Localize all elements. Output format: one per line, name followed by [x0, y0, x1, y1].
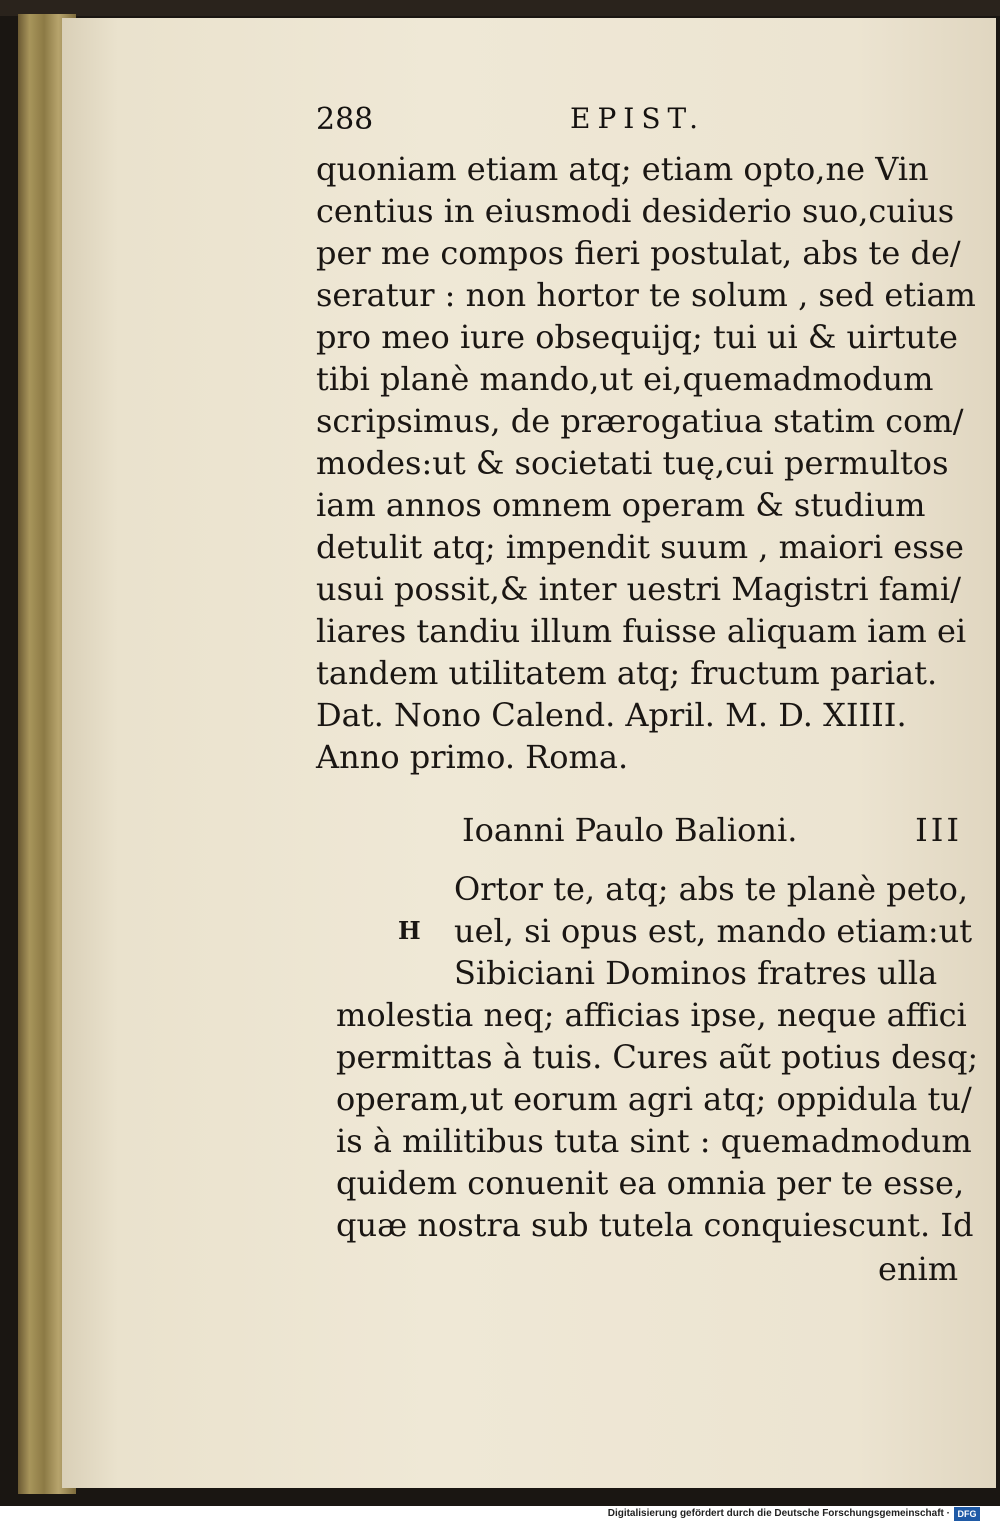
text-line: Ortor te, atq; abs te planè peto, [454, 870, 968, 908]
letter-heading [462, 808, 962, 852]
footer-bar [0, 1506, 1000, 1524]
text-line: permittas à tuis. Cures aũt potius desq; [336, 1038, 979, 1076]
digitization-credit: Digitalisierung gefördert durch die Deutsche Forschungsgemeinschaft · [607, 1508, 950, 1519]
text-line: centius in eiusmodi desiderio suo,cuius [316, 192, 955, 230]
text-line: is à militibus tuta sint : quemadmodum [336, 1122, 972, 1160]
dfg-logo-icon: DFG [954, 1507, 980, 1521]
page-header [316, 102, 736, 142]
recipient-name: Ioanni Paulo Balioni. [462, 811, 798, 849]
text-line: quidem conuenit ea omnia per te esse, [336, 1164, 965, 1202]
text-line: pro meo iure obsequijq; tui ui & uirtute [316, 318, 958, 356]
text-line: scripsimus, de prærogatiua statim com/ [316, 402, 964, 440]
letter-1-text [316, 148, 976, 778]
text-line: iam annos omnem operam & studium [316, 486, 926, 524]
text-line: seratur : non hortor te solum , sed etiam [316, 276, 976, 314]
text-line: uel, si opus est, mando etiam:ut [454, 912, 973, 950]
text-line: usui possit,& inter uestri Magistri fami/ [316, 570, 962, 608]
text-line: quoniam etiam atq; etiam opto,ne Vin [316, 150, 929, 188]
initial-letter: H [398, 916, 421, 945]
catchword: enim [878, 1250, 959, 1288]
text-line: modes:ut & societati tuę,cui permultos [316, 444, 949, 482]
text-line: quæ nostra sub tutela conquiescunt. Id [336, 1206, 974, 1244]
running-head: EPIST. [570, 102, 705, 135]
scan-edge-top [0, 0, 1000, 16]
text-line: liares tandiu illum fuisse aliquam iam ei [316, 612, 967, 650]
letter-2-text [336, 868, 979, 1246]
text-line: molestia neq; afficias ipse, neque affici [336, 996, 967, 1034]
date-line: Anno primo. Roma. [316, 738, 629, 776]
folio-number: 288 [316, 102, 374, 137]
text-line: operam,ut eorum agri atq; oppidula tu/ [336, 1080, 972, 1118]
text-line: tibi planè mando,ut ei,quemadmodum [316, 360, 934, 398]
letter-number: III [915, 811, 962, 849]
text-line: tandem utilitatem atq; fructum pariat. [316, 654, 938, 692]
text-line: detulit atq; impendit suum , maiori esse [316, 528, 964, 566]
text-line: per me compos fieri postulat, abs te de/ [316, 234, 961, 272]
text-line: Sibiciani Dominos fratres ulla [454, 954, 938, 992]
date-line: Dat. Nono Calend. April. M. D. XIIII. [316, 696, 907, 734]
